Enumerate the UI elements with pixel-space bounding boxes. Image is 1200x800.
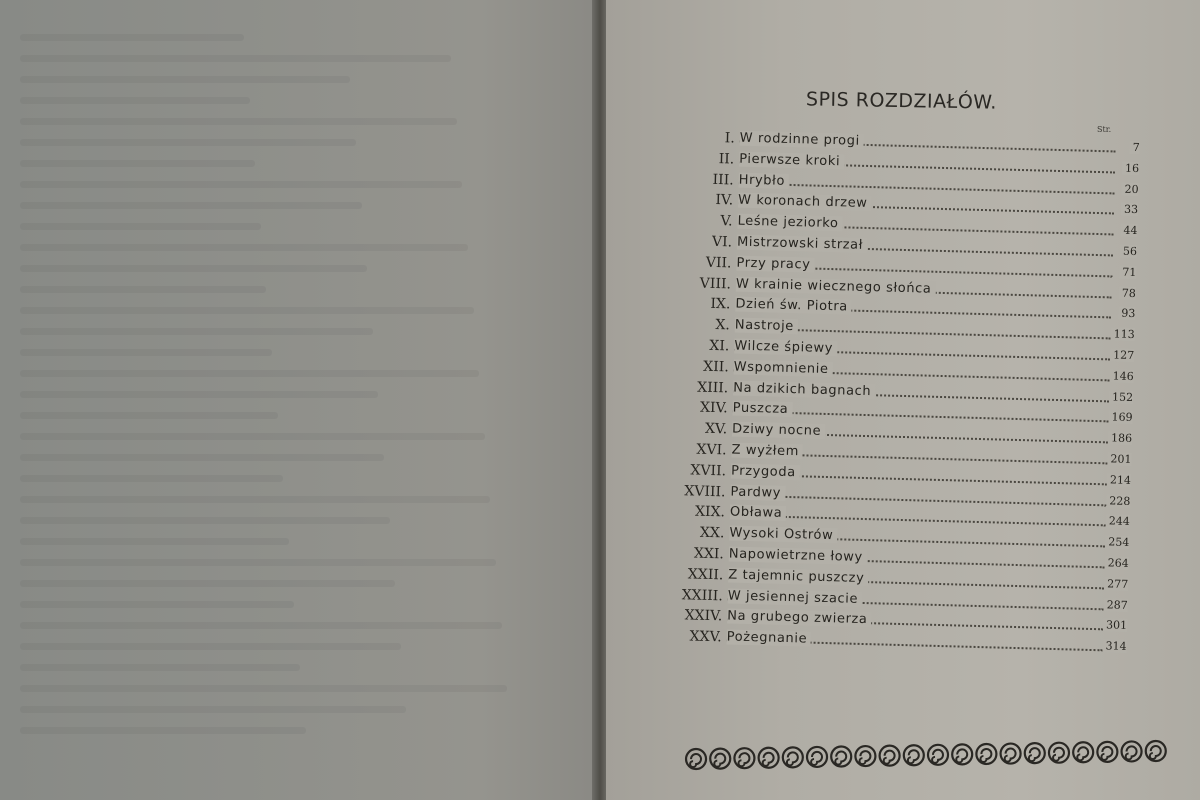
- bleed-through-line: [20, 139, 356, 146]
- table-of-contents: [626, 128, 1139, 661]
- chapter-number: IV.: [715, 192, 734, 209]
- page-number: 254: [1105, 535, 1129, 549]
- dot-leader: [739, 182, 1115, 194]
- chapter-number: II.: [718, 150, 735, 168]
- page-number: 56: [1120, 245, 1137, 258]
- bleed-through-line: [20, 559, 496, 566]
- bleed-through-line: [20, 160, 255, 167]
- chapter-number: XI.: [709, 337, 730, 355]
- chapter-number: XIII.: [697, 379, 729, 396]
- bleed-through-line: [20, 622, 502, 629]
- bleed-through-line: [20, 370, 479, 377]
- chapter-number: XXII.: [687, 566, 724, 584]
- chapter-title: Hrybło: [738, 172, 789, 188]
- bleed-through-line: [20, 475, 283, 482]
- chapter-number: I.: [724, 130, 735, 147]
- chapter-title: Nastroje: [735, 318, 798, 335]
- chapter-title: Puszcza: [732, 401, 792, 418]
- spiral-ornament: [855, 746, 875, 766]
- chapter-title: Wysoki Ostrów: [729, 526, 837, 544]
- bleed-through-line: [20, 97, 250, 104]
- bleed-through-line: [20, 517, 390, 524]
- page-number: 113: [1111, 328, 1135, 342]
- page-number: 287: [1104, 598, 1128, 612]
- chapter-number: VIII.: [699, 275, 732, 293]
- bleed-through-line: [20, 601, 294, 608]
- bleed-through-line: [20, 328, 373, 335]
- bleed-through-line: [20, 706, 406, 713]
- bleed-through-line: [20, 580, 395, 587]
- chapter-title: Przy pracy: [736, 255, 814, 272]
- page-number: 264: [1105, 556, 1129, 570]
- spiral-ornament: [1073, 742, 1093, 762]
- bleed-through-line: [20, 349, 272, 356]
- page-number: 7: [1129, 141, 1139, 154]
- bleed-through-line: [20, 496, 490, 503]
- chapter-number: XIV.: [699, 400, 728, 417]
- chapter-title: Leśne jeziorko: [737, 214, 842, 232]
- chapter-title: Z wyżłem: [731, 442, 803, 459]
- spiral-ornament: [904, 745, 924, 765]
- chapter-number: XV.: [704, 420, 728, 438]
- chapter-number: XXI.: [693, 545, 725, 563]
- bleed-through-line: [20, 727, 306, 734]
- page-number: 146: [1110, 369, 1134, 383]
- chapter-number: XXV.: [689, 628, 722, 646]
- page-number: 277: [1104, 577, 1128, 591]
- page-number: 214: [1107, 473, 1131, 487]
- chapter-title: Przygoda: [731, 463, 800, 480]
- spiral-ornament: [807, 747, 827, 767]
- spiral-ornament: [1000, 743, 1020, 763]
- chapter-title: W koronach drzew: [738, 193, 872, 211]
- chapter-number: XII.: [703, 358, 729, 376]
- bleed-through-line: [20, 454, 384, 461]
- page-number: 201: [1107, 452, 1131, 466]
- spiral-ornament: [1025, 743, 1045, 763]
- chapter-title: W jesiennej szacie: [728, 588, 863, 607]
- page-column-label: Str.: [1097, 125, 1112, 134]
- bleed-through-line: [20, 244, 468, 251]
- spiral-ornament: [758, 748, 778, 768]
- chapter-title: Dzień św. Piotra: [735, 297, 852, 315]
- chapter-title: W krainie wiecznego słońca: [736, 276, 936, 296]
- chapter-title: Pardwy: [730, 484, 785, 500]
- chapter-title: Wilcze śpiewy: [734, 339, 837, 357]
- spiral-ornament: [734, 748, 754, 768]
- spiral-ornament: [783, 747, 803, 767]
- page-number: 71: [1119, 265, 1136, 278]
- spiral-ornament: [1146, 741, 1166, 761]
- dot-leader: [730, 494, 1106, 506]
- chapter-number: XXIV.: [684, 607, 723, 625]
- chapter-title: Wspomnienie: [734, 359, 833, 377]
- chapter-title: Z tajemnic puszczy: [728, 567, 868, 586]
- chapter-number: IX.: [710, 296, 731, 313]
- chapter-number: XVI.: [696, 441, 727, 459]
- page-number: 244: [1106, 515, 1130, 529]
- bleed-through-line: [20, 664, 300, 671]
- bleed-through-line: [20, 265, 367, 272]
- bleed-through-line: [20, 118, 457, 125]
- page-number: 301: [1103, 619, 1127, 633]
- bleed-through-line: [20, 685, 507, 692]
- chapter-number: XIX.: [694, 503, 726, 521]
- bleed-through-line: [20, 223, 261, 230]
- spiral-ornament: [879, 745, 899, 765]
- page-number: 186: [1108, 432, 1132, 446]
- toc-heading: SPIS ROZDZIAŁÓW.: [805, 88, 998, 114]
- bleed-through-line: [20, 643, 401, 650]
- spiral-ornament: [976, 744, 996, 764]
- chapter-title: Obława: [730, 505, 787, 521]
- bleed-through-line: [20, 391, 378, 398]
- bleed-through-line: [20, 286, 266, 293]
- chapter-number: V.: [720, 213, 733, 230]
- chapter-number: VII.: [705, 254, 732, 272]
- spiral-ornament: [831, 746, 851, 766]
- bleed-through-line: [20, 307, 474, 314]
- spiral-ornament: [1097, 742, 1117, 762]
- bleed-through-line: [20, 433, 485, 440]
- chapter-title: Napowietrzne łowy: [729, 546, 867, 565]
- spiral-ornament: [1121, 741, 1141, 761]
- chapter-title: Na grubego zwierza: [727, 609, 872, 628]
- page-number: 127: [1110, 348, 1134, 362]
- page-number: 169: [1108, 411, 1132, 425]
- page-number: 33: [1121, 203, 1138, 216]
- bleed-through-line: [20, 202, 362, 209]
- page-number: 78: [1119, 286, 1136, 299]
- page-number: 314: [1102, 639, 1126, 653]
- chapter-number: XXIII.: [681, 586, 723, 604]
- chapter-title: Pierwsze kroki: [739, 151, 844, 169]
- chapter-title: Dziwy nocne: [732, 422, 825, 439]
- bleed-through-line: [20, 76, 350, 83]
- bleed-through-line: [20, 538, 289, 545]
- spiral-ornament: [952, 744, 972, 764]
- chapter-number: XVIII.: [684, 482, 726, 500]
- chapter-title: Na dzikich bagnach: [733, 380, 875, 399]
- page-number: 44: [1120, 224, 1137, 237]
- chapter-number: III.: [712, 171, 734, 189]
- bleed-through-line: [20, 34, 244, 41]
- bleed-through-line: [20, 412, 278, 419]
- bleed-through-line: [20, 181, 462, 188]
- page-number: 228: [1106, 494, 1130, 508]
- chapter-number: XVII.: [690, 462, 727, 480]
- spiral-ornament: [928, 745, 948, 765]
- chapter-number: X.: [715, 317, 731, 334]
- chapter-title: Mistrzowski strzał: [737, 235, 867, 253]
- chapter-number: XX.: [699, 524, 725, 542]
- bleed-through-text: [20, 20, 580, 780]
- chapter-number: VI.: [711, 233, 733, 251]
- page-number: 20: [1121, 182, 1138, 195]
- chapter-title: Pożegnanie: [727, 630, 812, 647]
- page-number: 93: [1118, 307, 1135, 320]
- decorative-border-ornament: [682, 731, 1173, 780]
- dot-leader: [730, 515, 1106, 527]
- spiral-ornament: [710, 748, 730, 768]
- spiral-ornament: [1049, 743, 1069, 763]
- spiral-ornament: [686, 749, 706, 769]
- page-number: 152: [1109, 390, 1133, 404]
- chapter-title: W rodzinne progi: [740, 131, 864, 149]
- page-number: 16: [1122, 161, 1139, 174]
- bleed-through-line: [20, 55, 451, 62]
